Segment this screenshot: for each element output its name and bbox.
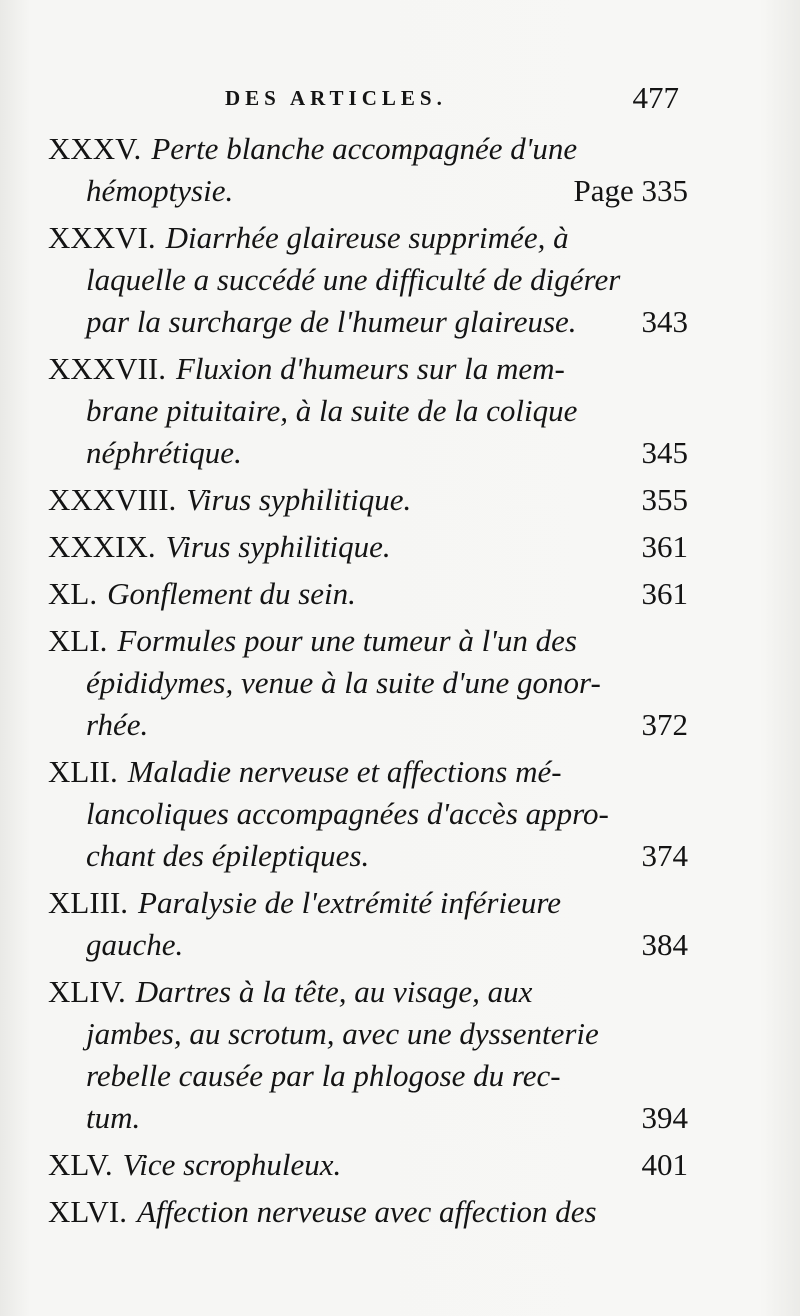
toc-entry-line [48, 751, 688, 793]
toc-entry [48, 882, 688, 966]
toc-entry-title: Maladie nerveuse et affections mé- [127, 754, 562, 789]
toc-entry-page: 394 [641, 1100, 688, 1135]
toc-entry-number: XLV. [48, 1147, 113, 1182]
toc-entry [48, 1191, 688, 1233]
toc-entry-line [48, 971, 688, 1013]
toc-entry [48, 479, 688, 521]
toc-entry-title: Virus syphilitique. [186, 482, 412, 517]
toc-entry-number: XL. [48, 576, 98, 611]
toc-entry [48, 1144, 688, 1186]
toc-entry-line [48, 882, 688, 924]
page-number: 477 [632, 80, 679, 115]
running-head: DES ARTICLES. [225, 86, 447, 110]
toc-entry-title: Perte blanche accompagnée d'une [151, 131, 578, 166]
toc-entry-line [48, 259, 688, 301]
toc-entry-title: Dartres à la tête, au visage, aux [135, 974, 533, 1009]
toc-entry-page: 374 [641, 838, 688, 873]
toc-entry-title: Formules pour une tumeur à l'un des [117, 623, 577, 658]
toc-entry-page: 345 [641, 435, 688, 470]
toc-entry-title: jambes, au scrotum, avec une dyssenterie [86, 1016, 599, 1051]
toc-entry-line [48, 432, 688, 474]
toc-entry-title: rhée. [86, 707, 149, 742]
toc-entry-number: XLIV. [48, 974, 126, 1009]
toc-entry-line [48, 301, 688, 343]
toc-entry [48, 620, 688, 746]
toc-entry-page: 361 [641, 576, 688, 611]
toc-entry-line [48, 620, 688, 662]
toc-entry-number: XXXVII. [48, 351, 166, 386]
toc-entry-title: Affection nerveuse avec affection des [136, 1194, 597, 1229]
toc-entry-title: épididymes, venue à la suite d'une gonor- [86, 665, 601, 700]
toc-entry-page: 343 [641, 304, 688, 339]
toc-entry [48, 971, 688, 1139]
toc-entry-title: lancoliques accompagnées d'accès appro- [86, 796, 609, 831]
toc-entry-title: rebelle causée par la phlogose du rec- [86, 1058, 561, 1093]
toc-entry-number: XLIII. [48, 885, 129, 920]
toc-entry-page: 361 [641, 529, 688, 564]
toc-entry-title: brane pituitaire, à la suite de la colique [86, 393, 578, 428]
toc-entry [48, 217, 688, 343]
toc-entry-page: 372 [641, 707, 688, 742]
toc-entry-line [48, 1055, 688, 1097]
toc-entry-line [48, 479, 688, 521]
toc-entry-page: 401 [641, 1147, 688, 1182]
toc-entry-line [48, 217, 688, 259]
toc-entry [48, 526, 688, 568]
toc-entry [48, 751, 688, 877]
toc-entry-line [48, 348, 688, 390]
toc-entry-number: XXXV. [48, 131, 142, 166]
toc-entry-line [48, 1097, 688, 1139]
toc-entry-line [48, 793, 688, 835]
toc-entry-title: néphrétique. [86, 435, 242, 470]
toc-entry-line [48, 170, 688, 212]
toc-entry [48, 348, 688, 474]
toc-entry-title: chant des épileptiques. [86, 838, 370, 873]
toc-entry-title: par la surcharge de l'humeur glaireuse. [86, 304, 577, 339]
toc-entry-number: XXXIX. [48, 529, 156, 564]
toc-entry-number: XXXVIII. [48, 482, 177, 517]
toc-entry-page: Page 335 [573, 173, 688, 208]
toc-entry [48, 573, 688, 615]
toc-entry-line [48, 835, 688, 877]
toc-entry-title: laquelle a succédé une difficulté de digérer [86, 262, 621, 297]
toc-entry-line [48, 526, 688, 568]
toc-entry-title: Diarrhée glaireuse supprimée, à [165, 220, 569, 255]
toc-entry-number: XLVI. [48, 1194, 127, 1229]
toc-entry-title: Vice scrophuleux. [122, 1147, 342, 1182]
toc-entry-line [48, 1144, 688, 1186]
toc-entry-page: 384 [641, 927, 688, 962]
toc-entry-title: Fluxion d'humeurs sur la mem- [175, 351, 565, 386]
toc-entry-title: tum. [86, 1100, 141, 1135]
toc-entry-line [48, 1191, 688, 1233]
table-of-contents [48, 128, 688, 1238]
toc-entry-title: hémoptysie. [86, 173, 234, 208]
toc-entry-line [48, 662, 688, 704]
toc-entry-title: Virus syphilitique. [165, 529, 391, 564]
toc-entry-number: XLII. [48, 754, 118, 789]
toc-entry-page: 355 [641, 482, 688, 517]
toc-entry-line [48, 704, 688, 746]
toc-entry [48, 128, 688, 212]
toc-entry-line [48, 390, 688, 432]
toc-entry-title: Paralysie de l'extrémité inférieure [138, 885, 562, 920]
toc-entry-number: XLI. [48, 623, 108, 658]
toc-entry-title: Gonflement du sein. [107, 576, 356, 611]
toc-entry-line [48, 1013, 688, 1055]
page-header [225, 80, 685, 120]
toc-entry-line [48, 573, 688, 615]
toc-entry-line [48, 924, 688, 966]
toc-entry-line [48, 128, 688, 170]
toc-entry-number: XXXVI. [48, 220, 156, 255]
toc-entry-title: gauche. [86, 927, 184, 962]
